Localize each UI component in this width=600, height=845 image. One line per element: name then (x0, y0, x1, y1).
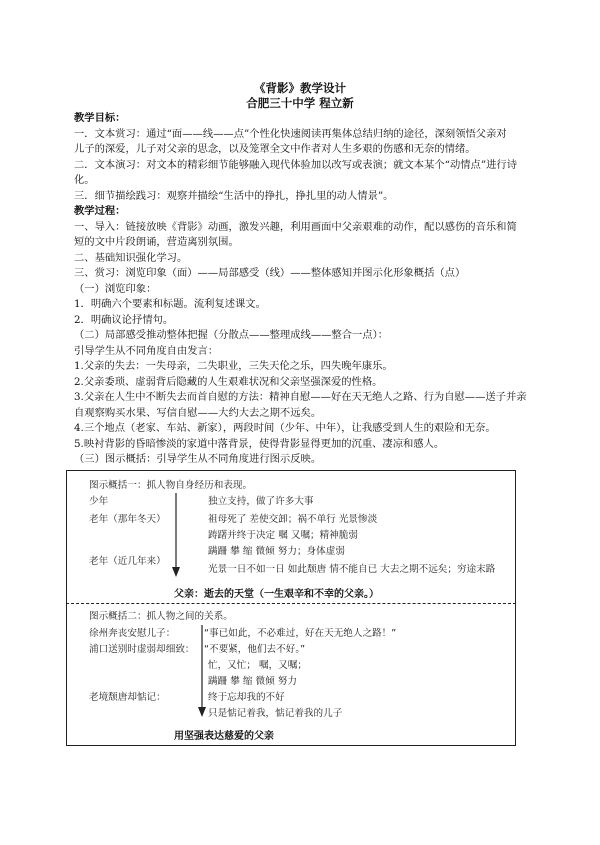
winter-desc-1: 祖母死了 差使交卸；祸不单行 光景惨淡 (208, 514, 378, 525)
diagram-box-1 (66, 470, 516, 604)
section-3-heading: （三）图示概括：引导学生从不同角度进行图示反映。 (74, 453, 322, 465)
process-3: 三、赏习：浏览印象（面）——局部感受（线）——整体感知并图示化形象概括（点） (74, 267, 466, 279)
list-item-3-line-2: 自观察购买水果、写信自慰——大约大去之期不远矣。 (74, 407, 322, 419)
process-1-line-2: 短的文中片段朗诵，营造离别氛围。 (74, 236, 239, 248)
young-desc: 独立支持，做了许多大事 (208, 496, 314, 507)
doc-author: 合肥三十中学 程立新 (246, 96, 354, 110)
list-item-2: 2.父亲委琐、虚弱背后隐藏的人生艰难状况和父亲坚强深爱的性格。 (74, 376, 383, 388)
list-item-3-line-1: 3.父亲在人生中不断失去而首自慰的方法：精神自慰——好在天无绝人之路、行为自慰——送子并亲 (74, 391, 527, 403)
relation-desc-2: 蹒跚 攀 缩 微倾 努力 (208, 676, 297, 687)
process-heading: 教学过程： (74, 205, 126, 217)
diagram-2-heading: 图示概括二：抓人物之间的关系。 (89, 611, 233, 622)
section-1-item-1: 1．明确六个要素和标题。流利复述课文。 (74, 298, 266, 310)
process-1-line-1: 一、导入：链接放映《背影》动画，激发兴趣，利用画面中父亲艰难的动作，配以感伤的音乐和简 (74, 221, 517, 233)
label-old-winter: 老年（那年冬天） (89, 514, 166, 525)
relation-quote-1: “事已如此，不必难过，好在天无绝人之路！” (204, 628, 397, 639)
goals-heading: 教学目标： (74, 112, 126, 124)
goal-1-line-1: 一．文本赏习：通过“面——线——点”个性化快速阅读再集体总结归纳的途径，深刻领悟父亲对 (74, 128, 507, 140)
section-2-intro: 引导学生从不同角度自由发言： (74, 345, 219, 357)
process-2: 二、基础知识强化学习。 (74, 252, 188, 264)
section-1-heading: （一）浏览印象： (74, 283, 157, 295)
list-item-4: 4.三个地点（老家、车站、新家），两段时间（少年、中年），让我感受到人生的艰险和无奈。 (74, 422, 496, 434)
goal-3: 三．细节描绘践习：观察并描绘“生活中的挣扎，挣扎里的动人情景”。 (74, 190, 394, 202)
label-young: 少年 (89, 496, 109, 507)
winter-desc-2: 踌躇并终于决定 嘱 又嘱；精神脆弱 (208, 530, 359, 541)
diagram-box-2 (66, 603, 516, 746)
diagram-1-conclusion: 父亲：逝去的天堂（一生艰辛和不幸的父亲。） (174, 589, 379, 600)
relation-desc-1: 忙，又忙； 嘱，又嘱； (208, 660, 307, 671)
label-old-age: 老境颓唐却惦记： (89, 692, 166, 703)
recent-desc: 光景一日不如一日 如此颓唐 情不能自已 大去之期不远矣；穷途末路 (208, 564, 496, 575)
goal-2-line-2: 化。 (74, 174, 95, 186)
list-item-5: 5.映衬背影的昏暗惨淡的家道中落背景，使得背影显得更加的沉重、凄凉和感人。 (74, 438, 445, 450)
label-pukou: 浦口送别时虚弱却细致： (89, 644, 195, 655)
list-item-1: 1.父亲的失去：一失母亲，二失职业，三失天伦之乐，四失晚年康乐。 (74, 360, 393, 372)
timeline-arrow (171, 493, 181, 577)
goal-2-line-1: 二．文本演习：对文本的精彩细节能够融入现代体验加以改写或表演；就文本某个“动情点”进行诗 (74, 159, 517, 171)
winter-desc-3: 蹒跚 攀 缩 微倾 努力；身体虚弱 (208, 546, 345, 557)
diagram-1-heading: 图示概括一：抓人物自身经历和表现。 (89, 480, 253, 491)
doc-title: 《背影》教学设计 (254, 81, 346, 95)
section-1-item-2: 2．明确议论抒情句。 (74, 314, 174, 326)
label-old-recent: 老年（近几年来） (89, 556, 166, 567)
section-2-heading: （二）局部感受推动整体把握（分散点——整理成线——整合一点）： (74, 329, 389, 341)
goal-1-line-2: 儿子的深爱，儿子对父亲的思念，以及笼罩全文中作者对人生多艰的伤感和无奈的情绪。 (74, 143, 476, 155)
relation-desc-3: 终于忘却我的不好 (208, 692, 285, 703)
diagram-2-conclusion: 用坚强表达慈爱的父亲 (174, 731, 274, 742)
relation-quote-2: “不要紧，他们去不好。” (204, 644, 306, 655)
label-xuzhou: 徐州奔丧安慰儿子： (89, 628, 176, 639)
relation-desc-4: 只是惦记着我，惦记着我的儿子 (208, 708, 343, 719)
